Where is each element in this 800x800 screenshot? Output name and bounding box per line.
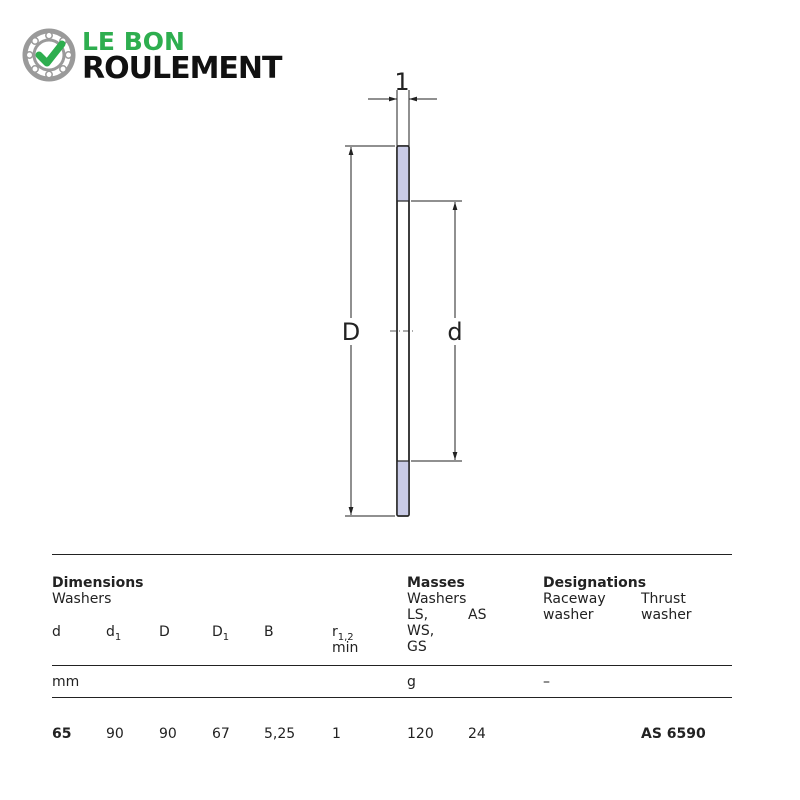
- cell-B: 5,25: [264, 726, 296, 742]
- header-designations: Designations: [543, 575, 647, 591]
- col-header-D1-sub: 1: [222, 632, 230, 643]
- col-header-d1-sub: 1: [114, 632, 122, 643]
- col-header-d: d: [52, 624, 61, 640]
- table-unit-rule: [52, 697, 732, 698]
- cell-D1: 67: [212, 726, 230, 742]
- header-thrust-washer: Thrust washer: [641, 591, 692, 623]
- product-table: [52, 0, 732, 800]
- table-top-rule: [52, 554, 732, 555]
- cell-d: 65: [52, 726, 72, 742]
- unit-masses: g: [407, 674, 416, 690]
- header-dimensions: Dimensions: [52, 575, 144, 591]
- cell-d1: 90: [106, 726, 124, 742]
- logo-text-line2: ROULEMENT: [82, 51, 282, 86]
- outer-diameter-label: D: [341, 318, 361, 346]
- table-header-rule: [52, 665, 732, 666]
- header-masses: Masses: [407, 575, 465, 591]
- header-raceway-washer: Raceway washer: [543, 591, 606, 623]
- inner-diameter-label: d: [447, 318, 463, 346]
- cell-r: 1: [332, 726, 341, 742]
- col-header-B: B: [264, 624, 274, 640]
- cell-thrust-washer[interactable]: AS 6590: [641, 726, 706, 742]
- unit-dimensions: mm: [52, 674, 80, 690]
- cell-mass-as: 24: [468, 726, 486, 742]
- col-header-masses-ls: LS, WS, GS: [407, 607, 435, 655]
- col-header-r-base: r: [332, 624, 338, 640]
- width-label: 1: [394, 68, 410, 96]
- col-header-D1: [212, 624, 229, 642]
- col-header-d1-base: d: [106, 624, 115, 640]
- logo-text-line1: LE BON: [82, 27, 185, 56]
- header-masses-sub: Washers: [407, 591, 467, 607]
- col-header-r-min: min: [332, 640, 359, 656]
- col-header-D1-base: D: [212, 624, 223, 640]
- col-header-d1: [106, 624, 121, 642]
- col-header-D: D: [159, 624, 170, 640]
- cell-mass-ls: 120: [407, 726, 434, 742]
- col-header-r-sub: 1,2: [337, 632, 354, 643]
- header-dimensions-sub: Washers: [52, 591, 112, 607]
- unit-designations: –: [543, 674, 550, 690]
- col-header-masses-as: AS: [468, 607, 487, 623]
- cell-D: 90: [159, 726, 177, 742]
